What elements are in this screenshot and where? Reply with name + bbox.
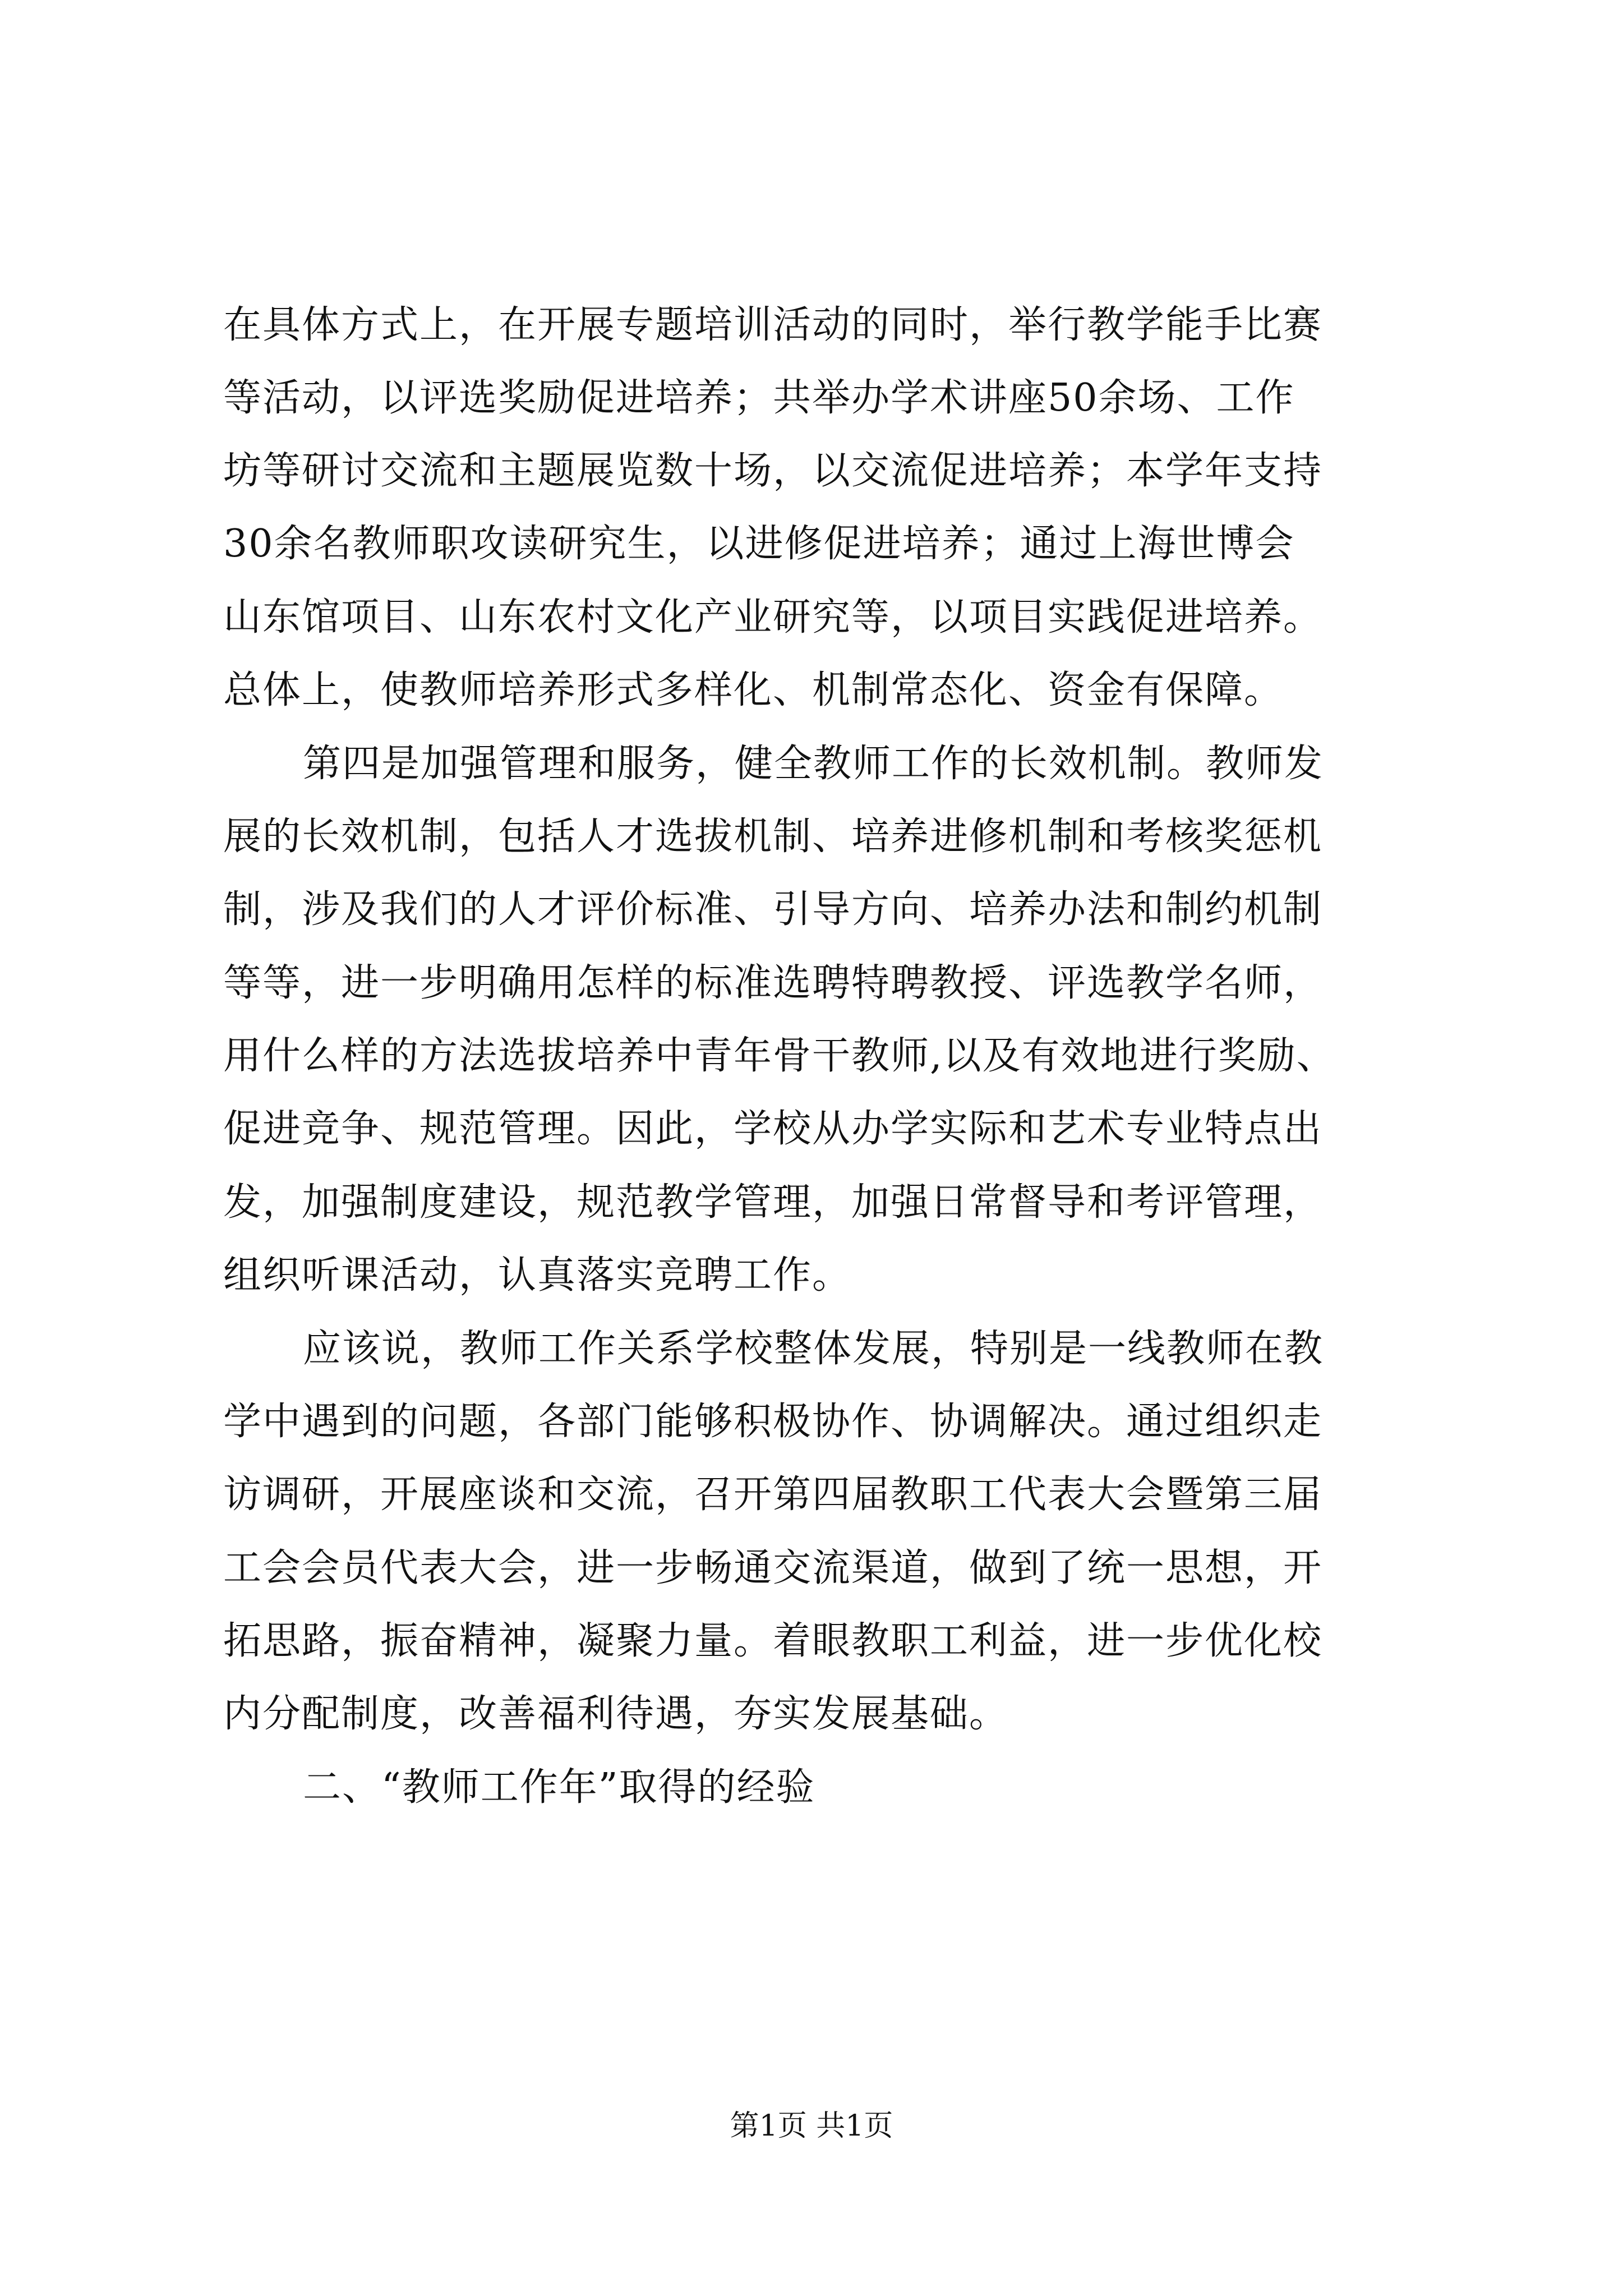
page-number-footer: 第1页 共1页 <box>730 2109 893 2143</box>
text-line: 总体上，使教师培养形式多样化、机制常态化、资金有保障。 <box>223 668 1284 712</box>
text-line: 山东馆项目、山东农村文化产业研究等，以项目实践促进培养。 <box>223 595 1323 639</box>
text-line: 制，涉及我们的人才评价标准、引导方向、培养办法和制约机制 <box>223 887 1323 932</box>
text-line: 30余名教师职攻读研究生，以进修促进培养；通过上海世博会 <box>223 522 1295 566</box>
text-line: 拓思路，振奋精神，凝聚力量。着眼教职工利益，进一步优化校 <box>223 1619 1323 1663</box>
text-line: 学中遇到的问题，各部门能够积极协作、协调解决。通过组织走 <box>223 1400 1323 1444</box>
text-line: 内分配制度，改善福利待遇，夯实发展基础。 <box>223 1692 1009 1736</box>
section-heading: 二、“教师工作年”取得的经验 <box>303 1765 815 1810</box>
text-line: 促进竞争、规范管理。因此，学校从办学实际和艺术专业特点出 <box>223 1107 1323 1151</box>
text-line: 组织听课活动，认真落实竞聘工作。 <box>223 1253 852 1297</box>
text-line: 用什么样的方法选拔培养中青年骨干教师,以及有效地进行奖励、 <box>223 1034 1336 1078</box>
text-line: 在具体方式上，在开展专题培训活动的同时，举行教学能手比赛 <box>223 303 1323 347</box>
text-line: 展的长效机制，包括人才选拔机制、培养进修机制和考核奖惩机 <box>223 815 1323 859</box>
paragraph-start-line: 应该说，教师工作关系学校整体发展，特别是一线教师在教 <box>303 1327 1324 1371</box>
text-line: 等活动，以评选奖励促进培养；共举办学术讲座50余场、工作 <box>223 376 1295 420</box>
text-line: 工会会员代表大会，进一步畅通交流渠道，做到了统一思想，开 <box>223 1546 1323 1590</box>
paragraph-start-line: 第四是加强管理和服务，健全教师工作的长效机制。教师发 <box>303 742 1324 786</box>
text-line: 等等，进一步明确用怎样的标准选聘特聘教授、评选教学名师， <box>223 961 1323 1005</box>
text-line: 发，加强制度建设，规范教学管理，加强日常督导和考评管理， <box>223 1180 1323 1225</box>
text-line: 访调研，开展座谈和交流，召开第四届教职工代表大会暨第三届 <box>223 1473 1323 1517</box>
text-line: 坊等研讨交流和主题展览数十场，以交流促进培养；本学年支持 <box>223 449 1323 493</box>
